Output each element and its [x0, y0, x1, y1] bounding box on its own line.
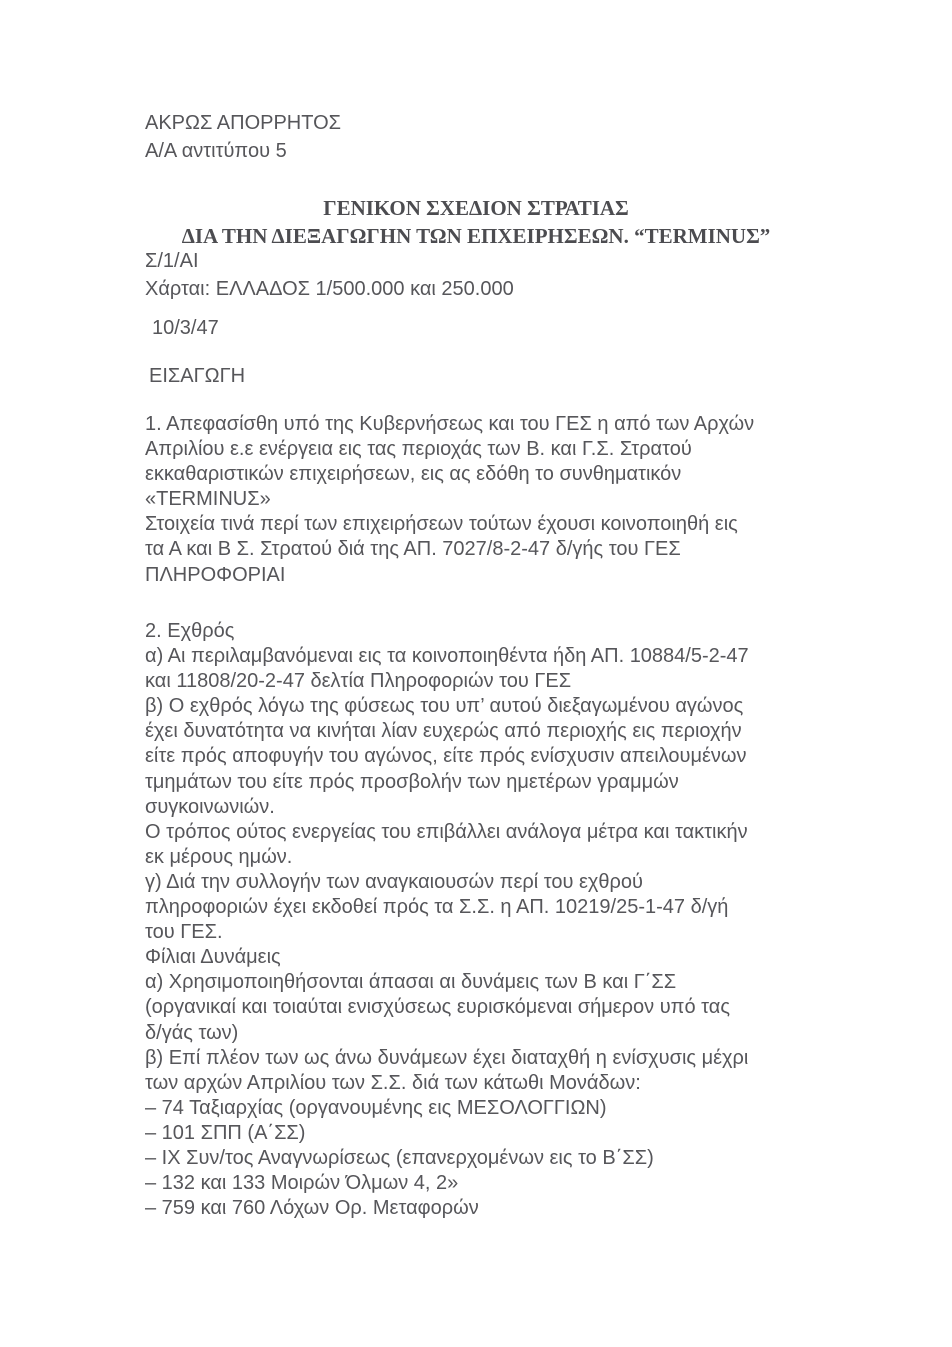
classification-block	[145, 110, 341, 165]
text-line: (οργανικαί και τοιαύται ενισχύσεως ευρισκόμεναι σήμερον υπό τας	[145, 996, 730, 1019]
text-line: γ) Διά την συλλογήν των αναγκαιουσών περί του εχθρού	[145, 870, 643, 893]
text-line: – 101 ΣΠΠ (Α΄ΣΣ)	[145, 1121, 306, 1144]
document-title-line-1: ΓΕΝΙΚΟΝ ΣΧΕΔΙΟΝ ΣΤΡΑΤΙΑΣ	[323, 196, 629, 220]
document-title	[145, 195, 807, 250]
text-line: τα Α και Β Σ. Στρατού διά της ΑΠ. 7027/8-2-47 δ/γής του ΓΕΣ	[145, 538, 681, 561]
text-line: Απριλίου ε.ε ενέργεια εις τας περιοχάς των Β. και Γ.Σ. Στρατού	[145, 438, 692, 461]
text-line: β) Ο εχθρός λόγω της φύσεως του υπ’ αυτού διεξαγωμένου αγώνος	[145, 695, 744, 718]
text-line: – 132 και 133 Μοιρών Όλμων 4, 2»	[145, 1172, 459, 1195]
text-line: β) Επί πλέον των ως άνω δυνάμεων έχει διαταχθή η ενίσχυσις μέχρι	[145, 1046, 749, 1069]
text-line: και 11808/20-2-47 δελτία Πληροφοριών του ΓΕΣ	[145, 670, 572, 693]
text-line: είτε πρός αποφυγήν του αγώνος, είτε πρός ενίσχυσιν απειλουμένων	[145, 745, 747, 768]
text-line: εκκαθαριστικών επιχειρήσεων, εις ας εδόθη το συνθηματικόν	[145, 463, 682, 486]
text-line: 2. Εχθρός	[145, 620, 235, 642]
text-line: «TERMINUΣ»	[145, 488, 271, 511]
text-line: δ/γάς των)	[145, 1021, 239, 1044]
main-body-paragraphs	[145, 619, 749, 1221]
text-line: του ΓΕΣ.	[145, 921, 223, 944]
reference-block	[145, 248, 514, 303]
text-line: συγκοινωνιών.	[145, 795, 275, 818]
text-line: Στοιχεία τινά περί των επιχειρήσεων τούτων έχουσι κοινοποιηθή εις	[145, 513, 738, 536]
text-line: 1. Απεφασίσθη υπό της Κυβερνήσεως και του ΓΕΣ η από των Αρχών	[145, 413, 755, 435]
text-line: Φίλιαι Δυνάμεις	[145, 946, 281, 969]
text-line: έχει δυνατότητα να κινήται λίαν ευχερώς από περιοχής εις περιοχήν	[145, 720, 742, 743]
text-line: πληροφοριών έχει εκδοθεί πρός τα Σ.Σ. η ΑΠ. 10219/25-1-47 δ/γή	[145, 896, 729, 919]
text-line: Ο τρόπος ούτος ενεργείας του επιβάλλει ανάλογα μέτρα και τακτικήν	[145, 820, 748, 843]
file-reference: Σ/1/ΑΙ	[145, 250, 199, 272]
maps-reference: Χάρται: ΕΛΛΑΔΟΣ 1/500.000 και 250.000	[145, 277, 514, 300]
document-date: 10/3/47	[152, 317, 219, 339]
text-line: ΠΛΗΡΟΦΟΡΙΑΙ	[145, 563, 286, 586]
text-line: των αρχών Απριλίου των Σ.Σ. διά των κάτωθι Μονάδων:	[145, 1071, 641, 1094]
introduction-paragraph	[145, 412, 754, 588]
section-heading-introduction: ΕΙΣΑΓΩΓΗ	[149, 365, 246, 387]
text-line: εκ μέρους ημών.	[145, 845, 293, 868]
classification-marking: ΑΚΡΩΣ ΑΠΟΡΡΗΤΟΣ	[145, 112, 342, 134]
text-line: τμημάτων του είτε πρός προσβολήν των ημετέρων γραμμών	[145, 770, 679, 793]
text-line: – 74 Ταξιαρχίας (οργανουμένης εις ΜΕΣΟΛΟΓΓΙΩΝ)	[145, 1096, 607, 1119]
text-line: α) Χρησιμοποιηθήσονται άπασαι αι δυνάμεις των Β και Γ΄ΣΣ	[145, 971, 677, 994]
text-line: – 759 και 760 Λόχων Ορ. Μεταφορών	[145, 1197, 479, 1220]
document-title-line-2: ΔΙΑ ΤΗΝ ΔΙΕΞΑΓΩΓΗΝ ΤΩΝ ΕΠΧΕΙΡΗΣΕΩΝ. “TERMINUΣ”	[181, 223, 771, 248]
text-line: – ΙΧ Συν/τος Αναγνωρίσεως (επανερχομένων εις το Β΄ΣΣ)	[145, 1146, 654, 1169]
text-line: α) Αι περιλαμβανόμεναι εις τα κοινοποιηθέντα ήδη ΑΠ. 10884/5-2-47	[145, 645, 749, 668]
copy-number: Α/Α αντιτύπου 5	[145, 139, 287, 162]
